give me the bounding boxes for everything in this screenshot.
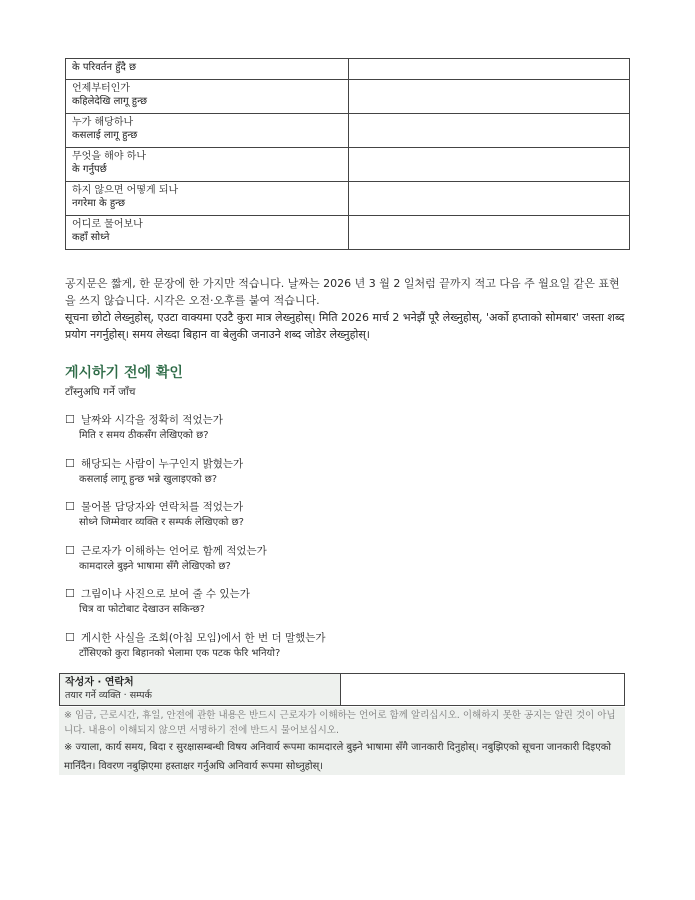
check-text-korean: 게시한 사실을 조회(아침 모임)에서 한 번 더 말했는가 <box>81 631 326 644</box>
checkbox-icon[interactable]: ☐ <box>65 456 75 470</box>
author-contact-table <box>59 673 625 706</box>
label-nepali: कहाँ सोध्ने <box>72 232 110 243</box>
guidance-korean: 공지문은 짧게, 한 문장에 한 가지만 적습니다. 날짜는 2026 년 3 월 2 일처럼 끝까지 적고 다음 주 월요일 같은 표현을 쓰지 않습니다. 시각은 오전·오후를 붙여 적습니다. <box>65 277 620 307</box>
row-value-cell[interactable] <box>349 216 630 250</box>
label-korean: 하지 않으면 어떻게 되나 <box>72 185 179 196</box>
label-nepali: कहिलेदेखि लागू हुन्छ <box>72 96 147 107</box>
row-label-what-to-do <box>66 148 349 182</box>
row-label-from-when <box>66 80 349 114</box>
row-value-cell[interactable] <box>349 148 630 182</box>
checkbox-icon[interactable]: ☐ <box>65 413 75 426</box>
check-text-korean: 그림이나 사진으로 보여 줄 수 있는가 <box>81 588 250 600</box>
label-nepali: नगरेमा के हुन्छ <box>72 198 126 209</box>
checklist-title: 게시하기 전에 확인 <box>65 365 183 381</box>
check-text-korean: 근로자가 이해하는 언어로 함께 적었는가 <box>81 544 267 557</box>
notice-form-table <box>65 58 630 250</box>
list-item <box>65 499 630 543</box>
list-item <box>65 586 630 630</box>
table-row <box>66 114 630 148</box>
row-value-cell[interactable] <box>349 80 630 114</box>
checklist-subtitle: टाँस्नुअघि गर्ने जाँच <box>65 386 136 398</box>
note-nepali: ※ ज्याला, कार्य समय, बिदा र सुरक्षासम्बन्धी विषय अनिवार्य रूपमा कामदारले बुझ्ने भाषामा सँगै जानकारी दिनुहोस्। नबुझिएको सूचना जानकारी दिइएको मानिँदैन। विवरण नबुझिएमा हस्ताक्षर गर्नुअघि अनिवार्य रूपमा सोध्नुहोस्। <box>64 742 612 772</box>
list-item <box>65 630 630 674</box>
label-korean: 누가 해당하나 <box>72 117 134 128</box>
list-item <box>65 543 630 587</box>
checkbox-icon[interactable]: ☐ <box>65 630 75 644</box>
important-note-box <box>59 707 625 775</box>
label-nepali: के गर्नुपर्छ <box>72 164 107 175</box>
author-label-cell <box>60 674 341 706</box>
table-row <box>66 216 630 250</box>
list-item <box>65 456 630 500</box>
checkbox-icon[interactable]: ☐ <box>65 500 75 513</box>
author-title: 작성자 · 연락처 <box>65 677 134 688</box>
table-row <box>60 674 625 706</box>
row-label-where-to-ask <box>66 216 349 250</box>
check-text-korean: 해당되는 사람이 누구인지 밝혔는가 <box>81 457 244 470</box>
author-subtitle: तयार गर्ने व्यक्ति · सम्पर्क <box>65 690 152 701</box>
checkbox-icon[interactable]: ☐ <box>65 543 75 557</box>
label-korean: 어디로 물어보나 <box>72 219 143 230</box>
row-label-what-changes <box>66 59 349 80</box>
check-text-nepali: टाँसिएको कुरा बिहानको भेलामा एक पटक फेरि भनियो? <box>79 647 281 659</box>
check-text-nepali: कसलाई लागू हुन्छ भन्ने खुलाइएको छ? <box>79 473 218 485</box>
label-nepali: कसलाई लागू हुन्छ <box>72 130 138 141</box>
list-item <box>65 412 630 456</box>
label-korean: 언제부터인가 <box>72 83 130 94</box>
check-text-nepali: मिति र समय ठीकसँग लेखिएको छ? <box>79 430 209 441</box>
row-value-cell[interactable] <box>349 182 630 216</box>
row-label-who <box>66 114 349 148</box>
check-text-nepali: चित्र वा फोटोबाट देखाउन सकिन्छ? <box>79 604 205 615</box>
check-text-korean: 물어볼 담당자와 연락처를 적었는가 <box>81 501 244 513</box>
guidance-nepali: सूचना छोटो लेख्नुहोस्, एउटा वाक्यमा एउटै कुरा मात्र लेख्नुहोस्। मिति 2026 मार्च 2 भनेझैं पूरै लेख्नुहोस्, 'अर्को हप्ताको सोमबार' जस्ता शब्द प्रयोग नगर्नुहोस्। समय लेख्दा बिहान वा बेलुकी जनाउने शब्द जोडेर लेख्नुहोस्। <box>65 311 625 341</box>
table-row <box>66 182 630 216</box>
check-text-nepali: सोध्ने जिम्मेवार व्यक्ति र सम्पर्क लेखिएको छ? <box>79 517 244 528</box>
check-text-korean: 날짜와 시각을 정확히 적었는가 <box>81 414 223 426</box>
author-value-cell[interactable] <box>341 674 625 706</box>
check-text-nepali: कामदारले बुझ्ने भाषामा सँगै लेखिएको छ? <box>79 560 231 572</box>
table-row <box>66 59 630 80</box>
label-nepali: के परिवर्तन हुँदै छ <box>72 62 137 73</box>
label-korean: 무엇을 해야 하나 <box>72 151 146 162</box>
table-row <box>66 80 630 114</box>
checkbox-icon[interactable]: ☐ <box>65 587 75 600</box>
table-row <box>66 148 630 182</box>
row-label-if-not-done <box>66 182 349 216</box>
row-value-cell[interactable] <box>349 114 630 148</box>
checklist <box>65 412 630 673</box>
row-value-cell[interactable] <box>349 59 630 80</box>
note-korean: ※ 임금, 근로시간, 휴일, 안전에 관한 내용은 반드시 근로자가 이해하는 언어로 함께 알리십시오. 이해하지 못한 공지는 알린 것이 아닙니다. 내용이 이해되지 않으면 서명하기 전에 반드시 물어보십시오. <box>64 710 616 736</box>
